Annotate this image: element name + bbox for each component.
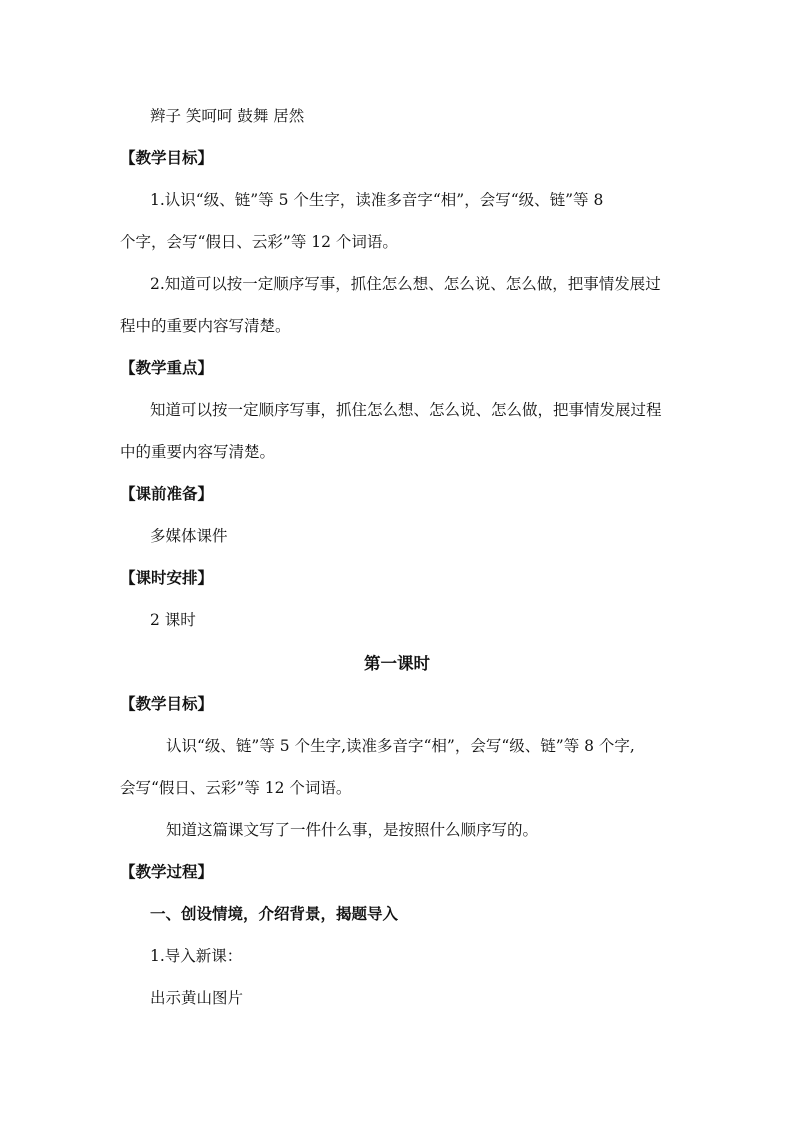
heading-teaching-goals: 【教学目标】 [120, 149, 214, 167]
heading-lesson-goals: 【教学目标】 [120, 695, 214, 713]
lesson-goal-1-line-2: 会写“假日、云彩”等 12 个词语。 [120, 779, 352, 797]
lesson-goal-2: 知道这篇课文写了一件什么事，是按照什么顺序写的。 [166, 821, 539, 839]
key-points-line-2: 中的重要内容写清楚。 [120, 443, 276, 461]
goal-2-line-2: 程中的重要内容写清楚。 [120, 317, 291, 335]
heading-schedule: 【课时安排】 [120, 569, 214, 587]
step-1-1: 1.导入新课： [150, 947, 243, 965]
step-1-1-detail: 出示黄山图片 [150, 989, 244, 1007]
lesson-goal-1-line-1: 认识“级、链”等 5 个生字,读准多音字“相”，会写“级、链”等 8 个字, [166, 737, 635, 755]
step-1-heading: 一、创设情境，介绍背景，揭题导入 [150, 905, 399, 923]
goal-1-line-2: 个字，会写“假日、云彩”等 12 个词语。 [120, 233, 398, 251]
heading-teaching-process: 【教学过程】 [120, 863, 214, 881]
key-points-line-1: 知道可以按一定顺序写事，抓住怎么想、怎么说、怎么做，把事情发展过程 [150, 401, 662, 419]
vocab-line: 辫子 笑呵呵 鼓舞 居然 [150, 107, 305, 125]
goal-1-line-1: 1.认识“级、链”等 5 个生字，读准多音字“相”，会写“级、链”等 8 [150, 191, 604, 209]
lesson-title: 第一课时 [364, 654, 430, 673]
goal-2-line-1: 2.知道可以按一定顺序写事，抓住怎么想、怎么说、怎么做，把事情发展过 [150, 275, 661, 293]
heading-preparation: 【课前准备】 [120, 485, 214, 503]
schedule-text: 2 课时 [150, 611, 196, 629]
preparation-text: 多媒体课件 [150, 527, 228, 545]
heading-key-points: 【教学重点】 [120, 359, 214, 377]
